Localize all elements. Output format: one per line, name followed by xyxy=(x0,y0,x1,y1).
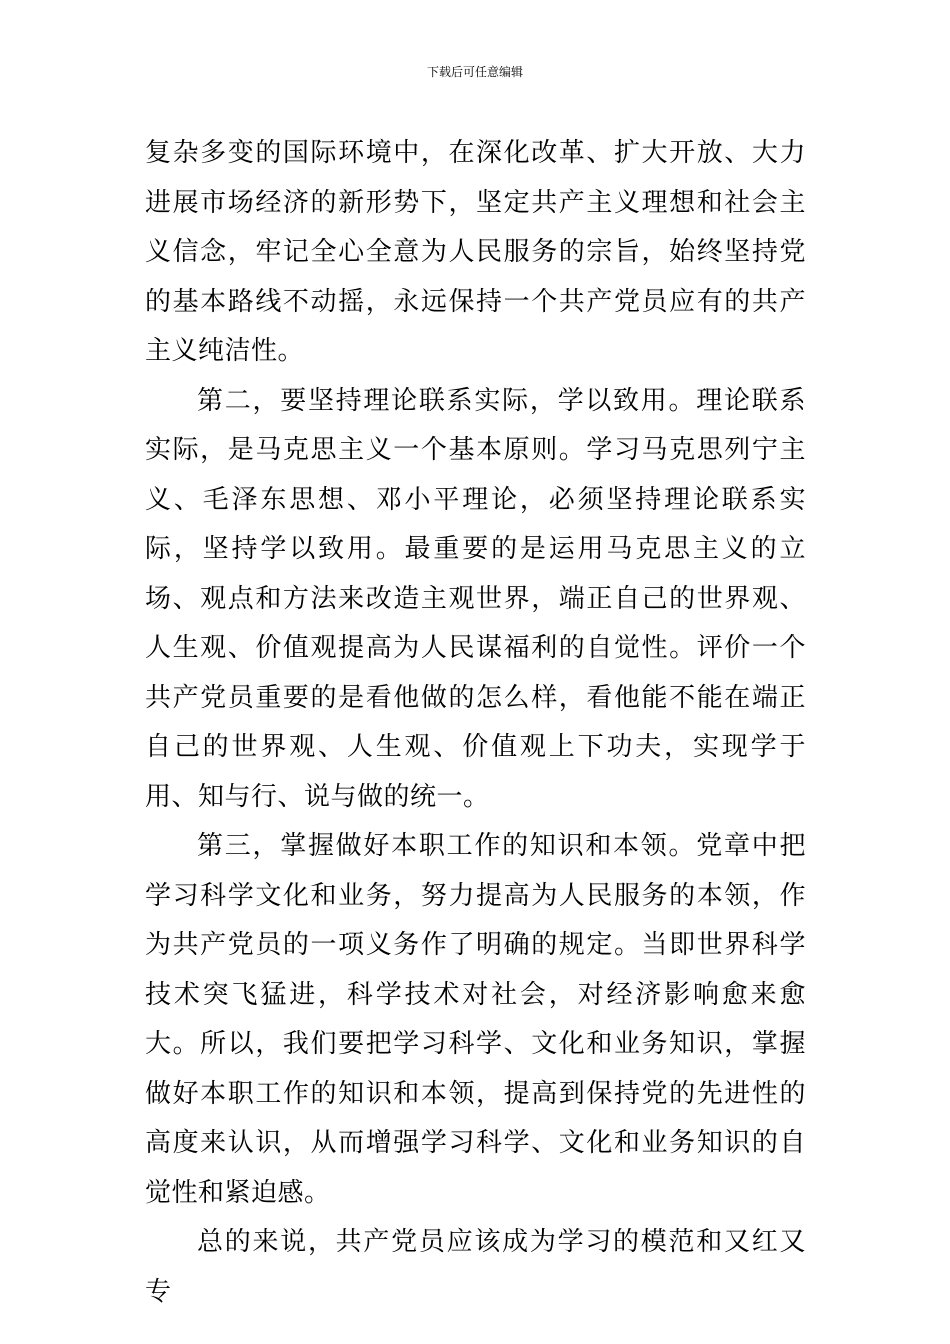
paragraph-second-point: 第二，要坚持理论联系实际，学以致用。理论联系实际，是马克思主义一个基本原则。学习马克思列宁主义、毛泽东思想、邓小平理论，必须坚持理论联系实际，坚持学以致用。最重要的是运用马克思主义的立场、观点和方法来改造主观世界，端正自己的世界观、人生观、价值观提高为人民谋福利的自觉性。评价一个共产党员重要的是看他做的怎么样，看他能不能在端正自己的世界观、人生观、价值观上下功夫，实现学于用、知与行、说与做的统一。 xyxy=(145,385,806,812)
document-body xyxy=(145,129,806,1317)
page-header: 下载后可任意编辑 xyxy=(426,65,523,79)
paragraph-summary: 总的来说，共产党员应该成为学习的模范和又红又专 xyxy=(145,1227,806,1307)
paragraph-continuation: 复杂多变的国际环境中，在深化改革、扩大开放、大力进展市场经济的新形势下，坚定共产主义理想和社会主义信念，牢记全心全意为人民服务的宗旨，始终坚持党的基本路线不动摇，永远保持一个共产党员应有的共产主义纯洁性。 xyxy=(145,138,806,366)
paragraph-third-point: 第三，掌握做好本职工作的知识和本领。党章中把学习科学文化和业务，努力提高为人民服务的本领，作为共产党员的一项义务作了明确的规定。当即世界科学技术突飞猛进，科学技术对社会，对经济影响愈来愈大。所以，我们要把学习科学、文化和业务知识，掌握做好本职工作的知识和本领，提高到保持党的先进性的高度来认识，从而增强学习科学、文化和业务知识的自觉性和紧迫感。 xyxy=(145,831,806,1208)
